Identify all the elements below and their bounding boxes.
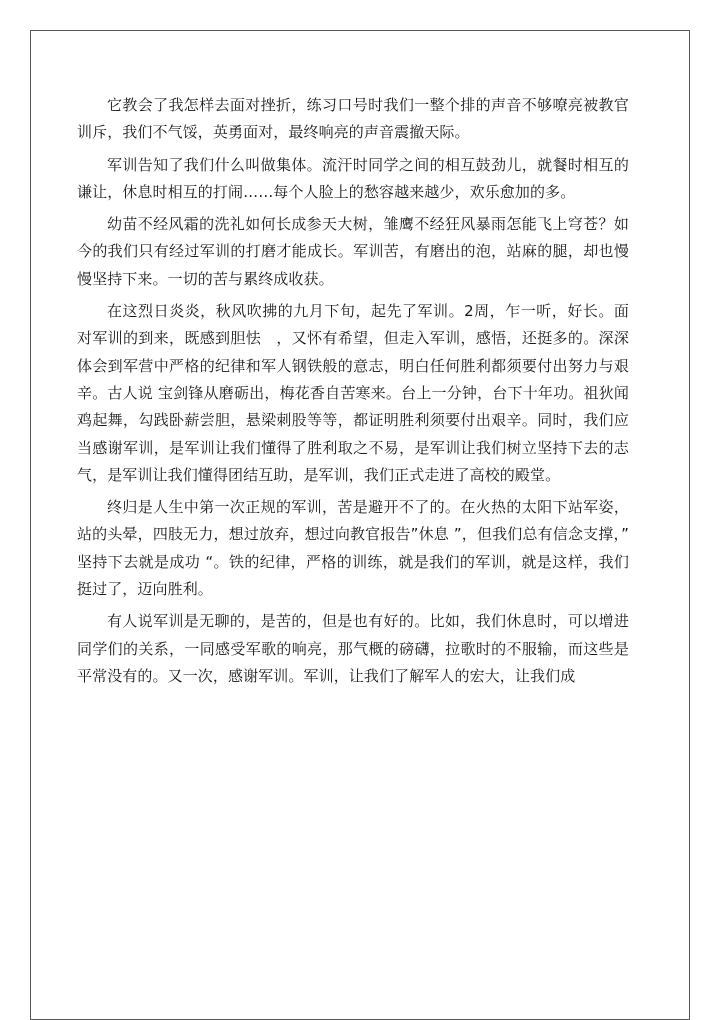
paragraph-5: 终归是人生中第一次正规的军训，苦是避开不了的。在火热的太阳下站军姿，站的头晕，四肢无力，想过放弃，想过向教官报告”休息 ”，但我们总有信念支撑，” 坚持下去就是成功 “。铁的纪律，严格的训练，就是我们的军训，就是这样，我们挺过了，迈向胜利。 <box>77 498 629 599</box>
paragraph-1: 它教会了我怎样去面对挫折，练习口号时我们一整个排的声音不够嘹亮被教官训斥，我们不气馁，英勇面对，最终响亮的声音震撤天际。 <box>77 96 629 142</box>
paragraph-6: 有人说军训是无聊的，是苦的，但是也有好的。比如，我们休息时，可以增进同学们的关系，一同感受军歌的响亮，那气概的磅礴，拉歌时的不服输，而这些是平常没有的。又一次，感谢军训。军训，让我们了解军人的宏大，让我们成 <box>77 612 629 685</box>
document-body <box>77 92 629 695</box>
paragraph-2: 军训告知了我们什么叫做集体。流汗时同学之间的相互鼓劲儿，就餐时相互的谦让，休息时相互的打闹……每个人脸上的愁容越来越少，欢乐愈加的多。 <box>77 155 629 201</box>
paragraph-4: 在这烈日炎炎，秋风吹拂的九月下旬，起先了军训。2周，乍一听，好长。面对军训的到来，既感到胆怯 ，又怀有希望，但走入军训，感悟，还挺多的。深深体会到军营中严格的纪律和军人钢铁般的意志，明白任何胜利都须要付出努力与艰辛。古人说 宝剑锋从磨砺出，梅花香自苦寒来。台上一分钟，台下十年功。祖狄闻鸡起舞，勾践卧薪尝胆，悬梁刺股等等，都证明胜利须要付出艰辛。同时，我们应当感谢军训，是军训让我们懂得了胜利取之不易，是军训让我们树立坚持下去的志气，是军训让我们懂得团结互助，是军训，我们正式走进了高校的殿堂。 <box>77 302 629 484</box>
paragraph-3: 幼苗不经风霜的洗礼如何长成参天大树，雏鹰不经狂风暴雨怎能飞上穹苍？如今的我们只有经过军训的打磨才能成长。军训苦，有磨出的泡，站麻的腿，却也慢慢坚持下来。一切的苦与累终成收获。 <box>77 215 629 288</box>
